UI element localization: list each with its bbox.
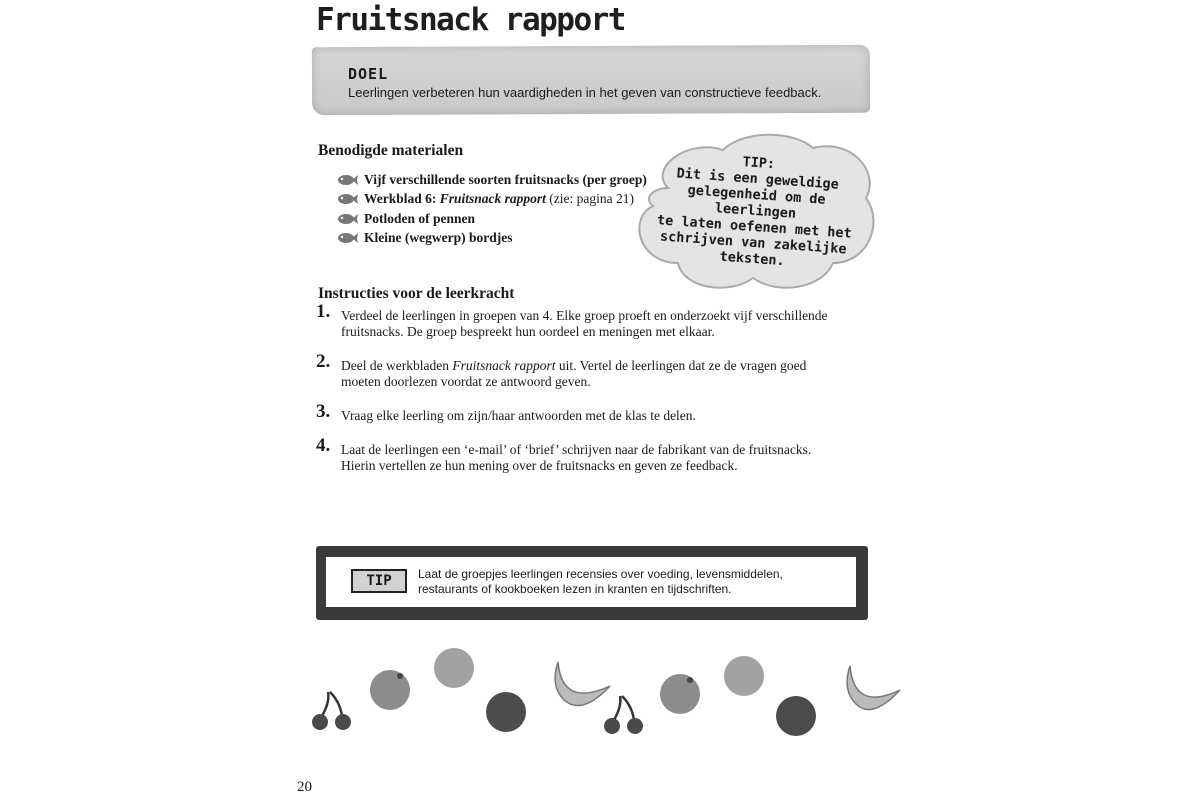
list-item [336, 190, 647, 210]
apple-icon [434, 648, 474, 688]
list-item [336, 229, 647, 249]
step-number: 2. [316, 351, 331, 372]
page-title: Fruitsnack rapport [316, 2, 625, 38]
goal-text: Leerlingen verbeteren hun vaardigheden in het geven van constructieve feedback. [348, 85, 822, 100]
step-number: 3. [316, 401, 331, 422]
tip-label: TIP [351, 569, 407, 593]
tip-text: Laat de groepjes leerlingen recensies over voeding, levensmiddelen, restaurants of kookboeken lezen in kranten en tijdschriften. [418, 567, 783, 596]
cherries-icon [312, 692, 351, 730]
orange-icon [370, 670, 410, 710]
materials-list [336, 170, 647, 248]
goal-banner [312, 45, 870, 115]
cloud-tip-text: TIP: Dit is een geweldige gelegenheid om de leerlingen te laten oefenen met het schrijven van zakelijke teksten. [656, 154, 853, 270]
fruit-illustration-row [300, 640, 910, 750]
material-worksheet-title: Fruitsnack rapport [439, 191, 546, 207]
step-text: Verdeel de leerlingen in groepen van 4. Elke groep proeft en onderzoekt vijf verschillende fruitsnacks. De groep bespreekt hun oordeel en meningen met elkaar. [341, 308, 828, 339]
step-number: 4. [316, 435, 331, 456]
page-number: 20 [297, 779, 312, 795]
instructions-heading: Instructies voor de leerkracht [318, 285, 515, 302]
fish-icon [336, 212, 358, 226]
materials-heading: Benodigde materialen [318, 142, 464, 159]
material-note: (zie: pagina 21) [545, 191, 635, 207]
step-text: Vraag elke leerling om zijn/haar antwoorden met de klas te delen. [341, 408, 696, 423]
fish-icon [336, 173, 358, 187]
fish-icon [336, 231, 358, 245]
goal-label: DOEL [348, 65, 389, 83]
tip-box [316, 546, 868, 620]
material-text: Vijf verschillende soorten fruitsnacks (per groep) [364, 171, 647, 187]
material-text: Werkblad 6: [364, 191, 440, 207]
step-text: Laat de leerlingen een ‘e-mail’ of ‘brief’ schrijven naar de fabrikant van de fruitsnacks. Hierin vertellen ze hun mening over de fruitsnacks en geven ze feedback. [341, 442, 812, 473]
banana-icon [847, 666, 900, 710]
fish-icon [336, 192, 358, 206]
plum-icon [776, 696, 816, 736]
material-text: Kleine (wegwerp) bordjes [364, 230, 513, 246]
list-item [336, 209, 647, 229]
plum-icon [486, 692, 526, 732]
list-item [336, 170, 647, 190]
apple-icon [724, 656, 764, 696]
cherries-icon [604, 696, 643, 734]
material-text: Potloden of pennen [364, 210, 476, 226]
banana-icon [555, 662, 610, 706]
orange-icon [660, 674, 700, 714]
step-text: Deel de werkbladen Fruitsnack rapport uit. Vertel de leerlingen dat ze de vragen goed moeten doorlezen voordat ze antwoord geven. [341, 358, 807, 389]
step-number: 1. [316, 301, 331, 322]
